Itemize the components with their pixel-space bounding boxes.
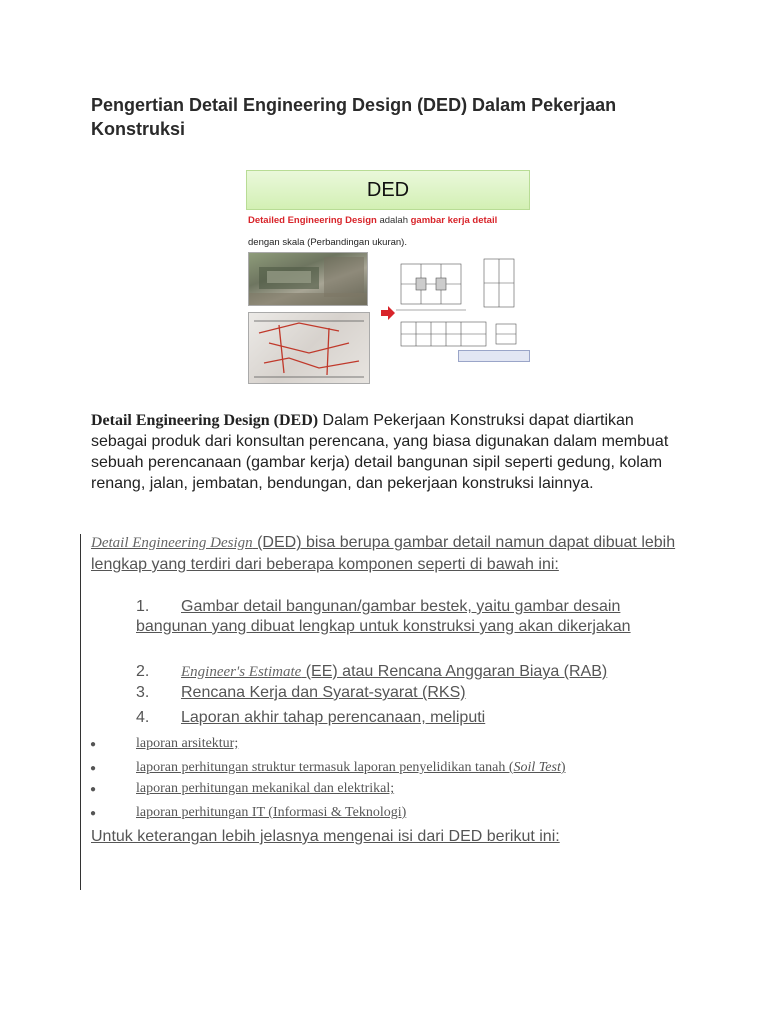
definition-term: Detailed Engineering Design: [248, 215, 377, 226]
bullet-item: [90, 735, 730, 754]
list-item: [136, 597, 676, 637]
bullet-item: [90, 804, 730, 823]
list-item-text: Laporan akhir tahap perencanaan, meliputi: [181, 709, 486, 726]
components-lead: [91, 532, 691, 575]
list-item-text: Gambar detail bangunan/gambar bestek, yaitu gambar desain bangunan yang dibuat lengkap untuk konstruksi yang akan dikerjakan: [136, 598, 631, 635]
arrow-right-icon: [381, 306, 395, 320]
list-item-number: 1.: [136, 598, 150, 615]
list-item-number: 3.: [136, 684, 150, 701]
bullet-item: [90, 759, 730, 778]
intro-paragraph: [91, 410, 691, 494]
list-item: [136, 662, 676, 682]
bullet-glyph: ●: [90, 763, 97, 774]
figure-definition-line2: dengan skala (Perbandingan ukuran).: [248, 237, 407, 248]
bullet-glyph: ●: [90, 808, 97, 819]
bullet-text: laporan perhitungan IT (Informasi & Teknologi): [136, 805, 407, 820]
list-item-number: 4.: [136, 709, 150, 726]
lead-term: Detail Engineering Design: [91, 535, 253, 551]
ded-infographic: [246, 170, 530, 384]
list-item-text: (EE) atau Rencana Anggaran Biaya (RAB): [301, 663, 608, 680]
bullet-text: laporan arsitektur;: [136, 736, 239, 751]
article-title: Pengertian Detail Engineering Design (DED) Dalam Pekerjaan Konstruksi: [91, 95, 617, 139]
bullet-glyph: ●: [90, 784, 97, 795]
list-item: [136, 683, 676, 703]
hand-sketch-photo: [248, 312, 370, 384]
closing-line: Untuk keterangan lebih jelasnya mengenai isi dari DED berikut ini:: [91, 828, 560, 845]
figure-header: DED: [246, 170, 530, 210]
intro-term: Detail Engineering Design (DED): [91, 412, 319, 429]
hand-sketch-art: [249, 313, 369, 383]
list-item: [136, 708, 676, 728]
bullet-glyph: ●: [90, 739, 97, 750]
site-photo-art: [249, 253, 367, 305]
figure-definition: [248, 215, 497, 226]
definition-connector: adalah: [376, 215, 411, 226]
bullet-suffix: ): [560, 760, 566, 775]
technical-drawing-1: [396, 254, 526, 314]
bullet-text: laporan perhitungan struktur termasuk laporan penyelidikan tanah (: [136, 760, 514, 775]
drawing-caption-box: [458, 350, 530, 362]
left-margin-rule: [80, 534, 81, 890]
intro-text: Dalam Pekerjaan Konstruksi dapat diartikan sebagai produk dari konsultan perencana, yang biasa digunakan dalam membuat sebuah perencanaan (gambar kerja) detail bangunan sipil seperti gedung, kolam renang, jalan, jembatan, bendungan, dan pekerjaan konstruksi lainnya.: [91, 412, 669, 492]
bullet-item: [90, 780, 730, 799]
bullet-italic-term: Soil Test: [513, 760, 561, 775]
technical-drawing-2: [396, 318, 526, 350]
list-item-term: Engineer's Estimate: [181, 664, 302, 680]
definition-meaning: gambar kerja detail: [410, 215, 498, 226]
list-item-number: 2.: [136, 663, 150, 680]
list-item-text: Rencana Kerja dan Syarat-syarat (RKS): [181, 684, 466, 701]
bullet-text: laporan perhitungan mekanikal dan elektrikal;: [136, 781, 395, 796]
construction-site-photo: [248, 252, 368, 306]
lead-text: (DED) bisa berupa gambar detail namun dapat dibuat lebih lengkap yang terdiri dari beberapa komponen seperti di bawah ini:: [91, 534, 676, 573]
